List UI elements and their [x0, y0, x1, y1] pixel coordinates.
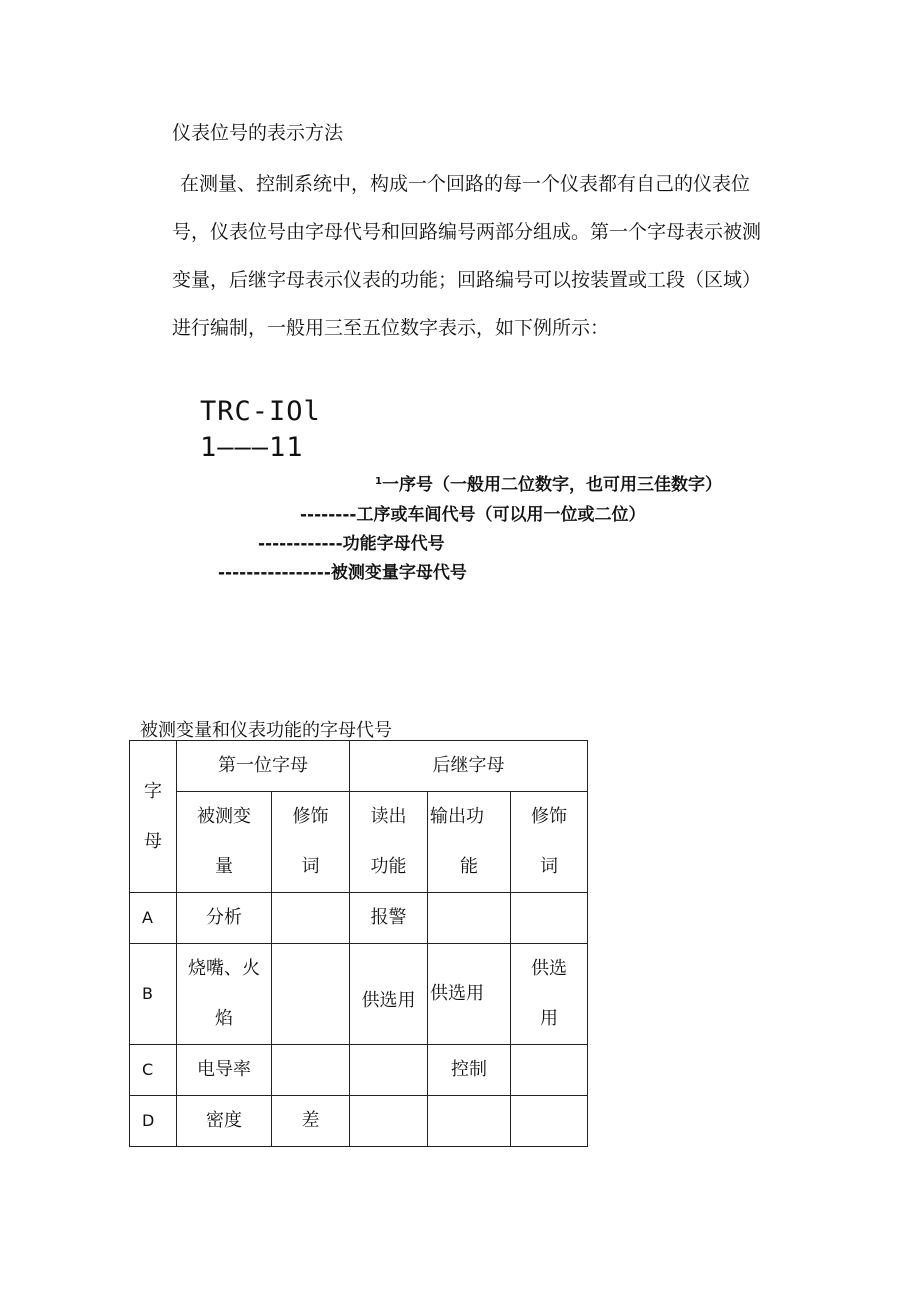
table-header-row: [130, 741, 588, 792]
cell-text: 焰: [215, 1008, 233, 1029]
cell-output: [428, 1096, 511, 1147]
row-letter: A: [130, 893, 177, 944]
subsequent-letter-header: 后继字母: [350, 741, 588, 792]
letter-code-table: [129, 740, 588, 1147]
cell-text: 烧嘴、火: [188, 958, 260, 979]
cell-measured: [177, 944, 272, 1045]
paragraph-line: 变量，后继字母表示仪表的功能；回路编号可以按装置或工段（区域）: [172, 269, 762, 291]
legend-function-letters: ------------功能字母代号: [258, 534, 445, 554]
cell-output: 供选用: [428, 944, 511, 1045]
modifier-header: [511, 792, 588, 893]
cell-measured: 分析: [177, 893, 272, 944]
header-text: 输出功: [430, 806, 484, 827]
measured-variable-header: [177, 792, 272, 893]
first-letter-header: 第一位字母: [177, 741, 350, 792]
table-row: [130, 944, 588, 1045]
cell-modifier: [272, 944, 350, 1045]
cell-text: 用: [540, 1008, 558, 1029]
row-letter: C: [130, 1045, 177, 1096]
header-text: 读出: [370, 806, 407, 827]
legend-process-code: --------工序或车闾代号（可以用一位或二位）: [300, 505, 646, 525]
paragraph-line: 号，仪表位号由字母代号和回路编号两部分组成。第一个字母表示被测: [172, 221, 762, 243]
header-text: 母: [144, 830, 162, 852]
cell-readout: 报警: [350, 893, 428, 944]
legend-text: 一序号（一般用二位数字，也可用三佳数字）: [381, 475, 722, 495]
section-heading: 仪表位号的表示方法: [172, 122, 344, 144]
cell-modifier: [272, 1045, 350, 1096]
legend-superscript: 1: [375, 476, 382, 487]
header-text: 字: [144, 780, 162, 802]
example-tag-code: TRC-IOl: [200, 396, 321, 427]
table-row: [130, 893, 588, 944]
table-row: [130, 1045, 588, 1096]
paragraph-line: 在测量、控制系统中，构成一个回路的每一个仪表都有自己的仪表位: [180, 173, 751, 195]
cell-modifier: [511, 944, 588, 1045]
example-tag-marker: 1———11: [200, 432, 304, 463]
cell-readout: 供选用: [350, 944, 428, 1045]
header-text: 词: [301, 856, 320, 877]
table-row: [130, 1096, 588, 1147]
cell-measured: 密度: [177, 1096, 272, 1147]
header-text: 被测变: [197, 806, 251, 827]
cell-modifier: [511, 1045, 588, 1096]
header-text: 功能: [370, 856, 407, 877]
output-function-header: [428, 792, 511, 893]
paragraph-line: 进行编制，一般用三至五位数字表示，如下例所示：: [172, 317, 610, 339]
readout-function-header: [350, 792, 428, 893]
legend-serial-number: [375, 470, 722, 495]
header-text: 修饰: [531, 806, 567, 827]
table-subheader-row: [130, 792, 588, 893]
cell-modifier: 差: [272, 1096, 350, 1147]
table-caption: 被测变量和仪表功能的字母代号: [140, 720, 392, 741]
cell-modifier: [272, 893, 350, 944]
modifier-header: [272, 792, 350, 893]
letter-header-cell: [130, 741, 177, 893]
row-letter: B: [130, 944, 177, 1045]
header-text: 能: [460, 856, 478, 877]
cell-output: [428, 893, 511, 944]
cell-readout: [350, 1045, 428, 1096]
row-letter: D: [130, 1096, 177, 1147]
header-text: 词: [540, 856, 558, 877]
cell-readout: [350, 1096, 428, 1147]
cell-modifier: [511, 1096, 588, 1147]
header-text: 量: [215, 856, 233, 877]
cell-measured: 电导率: [177, 1045, 272, 1096]
intro-paragraph: [172, 160, 812, 352]
cell-text: 供选: [531, 958, 567, 979]
cell-modifier: [511, 893, 588, 944]
cell-output: 控制: [428, 1045, 511, 1096]
legend-measured-variable: ----------------被测变量字母代号: [218, 563, 467, 583]
header-text: 修饰: [292, 806, 329, 827]
